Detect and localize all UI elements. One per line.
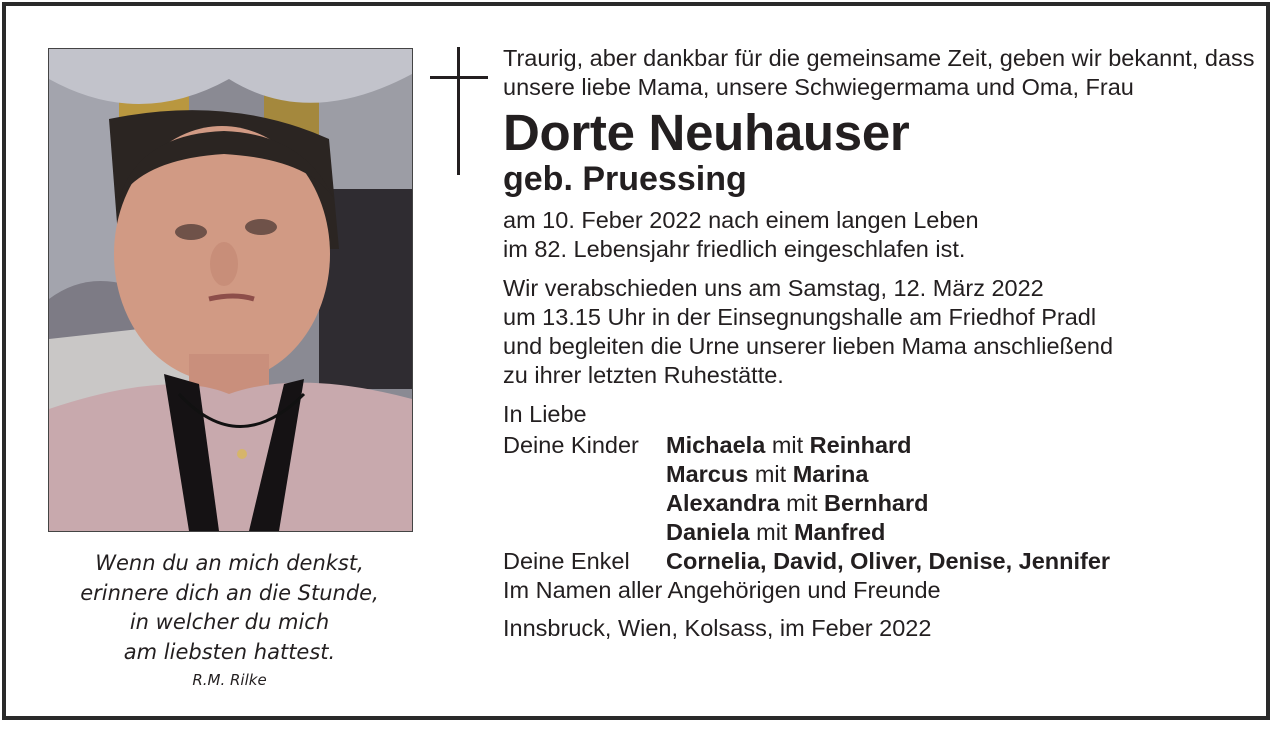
farewell-line: und begleiten die Urne unserer lieben Mama anschließend	[503, 333, 1114, 359]
family-row	[503, 489, 1263, 518]
grandchildren-names: Cornelia, David, Oliver, Denise, Jennifer	[666, 548, 1111, 574]
farewell-details	[503, 274, 1263, 390]
death-line: am 10. Feber 2022 nach einem langen Leben	[503, 207, 979, 233]
quote-line: Wenn du an mich denkst,	[95, 551, 364, 575]
family-row	[503, 518, 1263, 547]
in-love: In Liebe	[503, 401, 587, 427]
partner-name: Bernhard	[824, 490, 929, 516]
intro-text: Traurig, aber dankbar für die gemeinsame Zeit, geben wir bekannt, dass unsere liebe Mama, unsere Schwiegermama und Oma, Frau	[503, 45, 1255, 100]
connector: mit	[786, 490, 818, 516]
quote-line: erinnere dich an die Stunde,	[80, 580, 379, 605]
maiden-name: geb. Pruessing	[503, 160, 747, 198]
family-row	[503, 460, 1263, 489]
cross-icon	[430, 47, 488, 175]
deceased-name: Dorte Neuhauser	[503, 104, 910, 161]
connector: mit	[771, 432, 804, 458]
child-name: Marcus	[666, 461, 749, 487]
partner-name: Manfred	[793, 519, 886, 545]
grandchildren-label: Deine Enkel	[503, 548, 630, 574]
child-name: Michaela	[666, 432, 766, 458]
farewell-line: zu ihrer letzten Ruhestätte.	[503, 362, 784, 388]
child-name: Daniela	[666, 519, 750, 545]
farewell-line: um 13.15 Uhr in der Einsegnungshalle am Friedhof Pradl	[503, 304, 1097, 330]
notice-text	[503, 44, 1263, 643]
connector: mit	[756, 519, 788, 545]
death-line: im 82. Lebensjahr friedlich eingeschlafen ist.	[503, 236, 966, 262]
memorial-quote	[48, 549, 411, 690]
family-row	[503, 431, 1263, 460]
child-entry	[666, 518, 1263, 547]
family-list	[503, 431, 1263, 576]
children-label: Deine Kinder	[503, 432, 639, 458]
quote-line: am liebsten hattest.	[123, 639, 336, 664]
partner-name: Marina	[792, 461, 869, 487]
on-behalf: Im Namen aller Angehörigen und Freunde	[503, 577, 941, 603]
place-date: Innsbruck, Wien, Kolsass, im Feber 2022	[503, 615, 932, 641]
portrait-photo	[48, 48, 413, 532]
farewell-line: Wir verabschieden uns am Samstag, 12. März 2022	[503, 275, 1044, 301]
death-notice	[503, 206, 1263, 264]
partner-name: Reinhard	[809, 432, 912, 458]
child-entry	[666, 489, 1263, 518]
child-name: Alexandra	[666, 490, 780, 516]
child-entry	[666, 460, 1263, 489]
quote-line: in welcher du mich	[129, 610, 330, 634]
family-row	[503, 547, 1263, 576]
connector: mit	[754, 461, 787, 487]
child-entry	[666, 431, 1263, 460]
quote-author: R.M. Rilke	[192, 671, 267, 689]
obituary-notice	[2, 2, 1270, 720]
